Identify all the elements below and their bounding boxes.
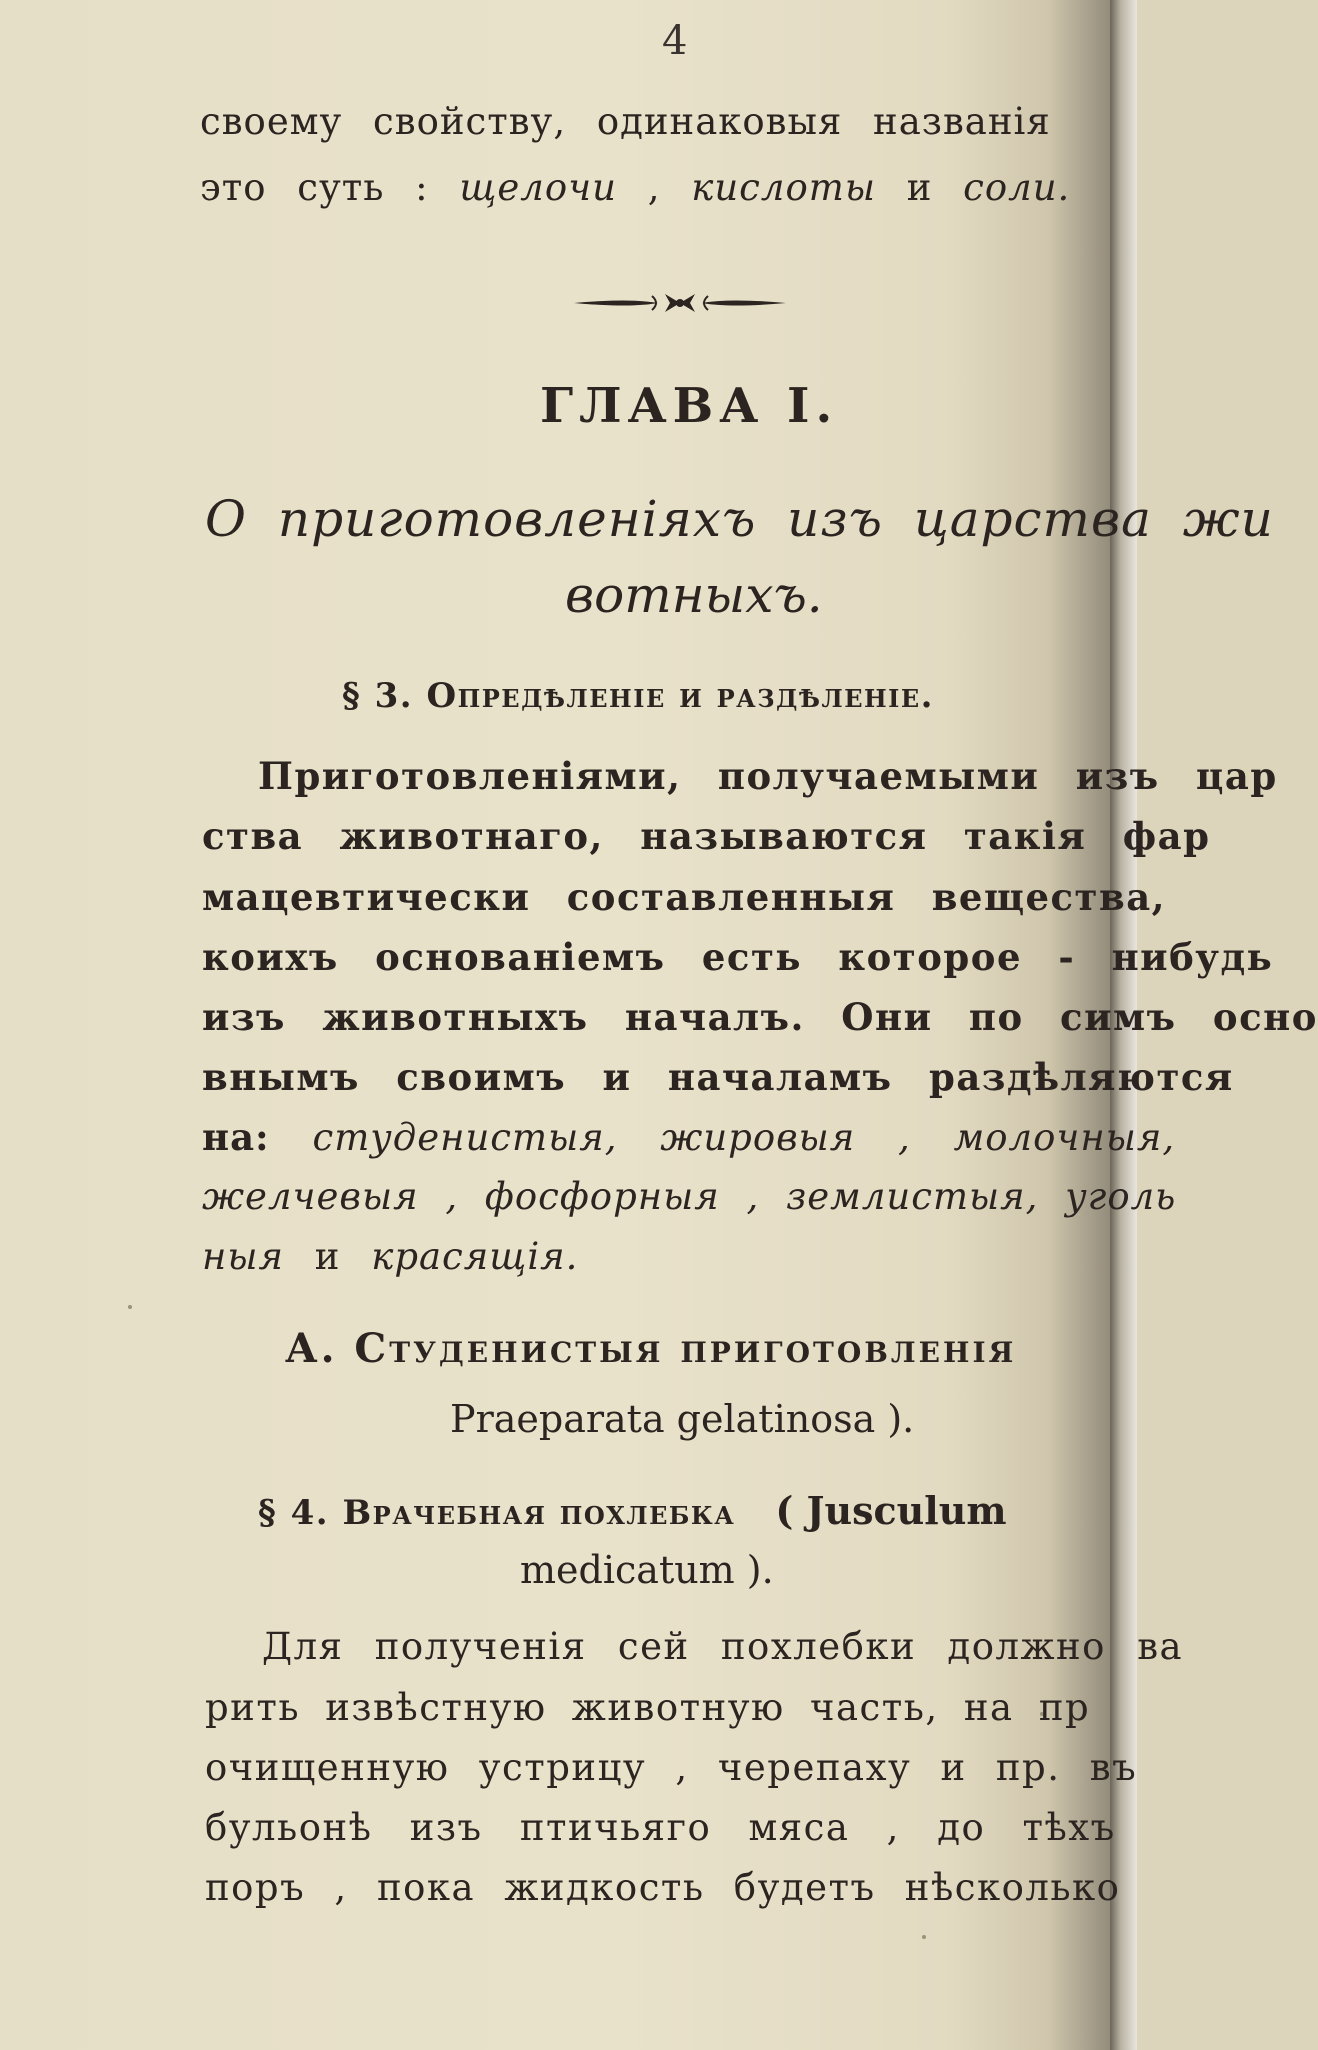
section-3-heading: § 3. Опредѣленіе и раздѣленіе. xyxy=(342,676,935,716)
category-list-line-3 xyxy=(202,1235,578,1278)
paragraph-line: бульонѣ изъ птичьяго мяса , до тѣхъ xyxy=(205,1806,1116,1849)
paper-speck xyxy=(128,1305,132,1309)
category-list-line-1 xyxy=(202,1115,1175,1159)
chapter-title-line-1: О приготовленіяхъ изъ царства жи xyxy=(205,490,1274,548)
chapter-label: ГЛАВА I. xyxy=(540,378,839,434)
subsection-a-heading: А. Студенистыя приготовленія xyxy=(285,1325,1017,1372)
category-coal-end: ныя xyxy=(202,1235,285,1278)
term-conjunction: и xyxy=(906,166,933,209)
intro-line-2 xyxy=(200,166,1070,209)
paragraph-line: внымъ своимъ и началамъ раздѣляются xyxy=(202,1055,1234,1099)
category-phosphoric: фосфорныя , xyxy=(484,1175,760,1218)
section-4-heading-line xyxy=(258,1488,1007,1533)
section-4-heading: § 4. Врачебная похлебка xyxy=(258,1493,736,1533)
category-list-line-2 xyxy=(202,1175,1176,1218)
paragraph-line: поръ , пока жидкость будетъ нѣсколько xyxy=(205,1866,1121,1909)
page-number: 4 xyxy=(662,18,688,64)
decorative-ornament xyxy=(570,286,790,320)
intro-line-1: своему свойству, одинаковыя названія xyxy=(200,100,1051,143)
paragraph-line: рить извѣстную животную часть, на пр xyxy=(205,1686,1091,1729)
paper-speck xyxy=(922,1935,926,1939)
paragraph-line: Для полученія сей похлебки должно ва xyxy=(262,1625,1184,1668)
intro-line-2-prefix: это суть : xyxy=(200,166,429,209)
section-4-latin-close: medicatum ). xyxy=(520,1548,774,1592)
category-earthy: землистыя, xyxy=(786,1175,1039,1218)
category-coal: уголь xyxy=(1065,1175,1177,1218)
section-4-latin-open: ( Jusculum xyxy=(775,1488,1007,1533)
category-gelatinous: студенистыя, xyxy=(312,1116,618,1159)
list-conjunction: и xyxy=(314,1235,341,1278)
paragraph-line: Приготовленіями, получаемыми изъ цар xyxy=(258,754,1278,798)
category-milky: молочныя, xyxy=(953,1116,1176,1159)
term-separator: , xyxy=(647,166,661,209)
term-salts: соли. xyxy=(963,166,1071,209)
chapter-title-line-2: вотныхъ. xyxy=(565,566,823,624)
category-fatty: жировыя , xyxy=(660,1116,911,1159)
paragraph-line: мацевтически составленныя вещества, xyxy=(202,875,1167,919)
subsection-a-latin: Praeparata gelatinosa ). xyxy=(450,1397,915,1441)
category-dyeing: красящія. xyxy=(371,1235,579,1278)
paragraph-line: изъ животныхъ началъ. Они по симъ осно xyxy=(202,995,1318,1039)
paragraph-line: ства животнаго, называются такія фар xyxy=(202,814,1211,858)
paragraph-line: очищенную устрицу , черепаху и пр. въ xyxy=(205,1746,1138,1789)
list-prefix: на: xyxy=(202,1115,270,1159)
term-alkalis: щелочи xyxy=(459,166,617,209)
paragraph-line: коихъ основаніемъ есть которое - нибудь xyxy=(202,935,1274,979)
term-acids: кислоты xyxy=(691,166,876,209)
category-bilious: желчевыя , xyxy=(202,1175,459,1218)
